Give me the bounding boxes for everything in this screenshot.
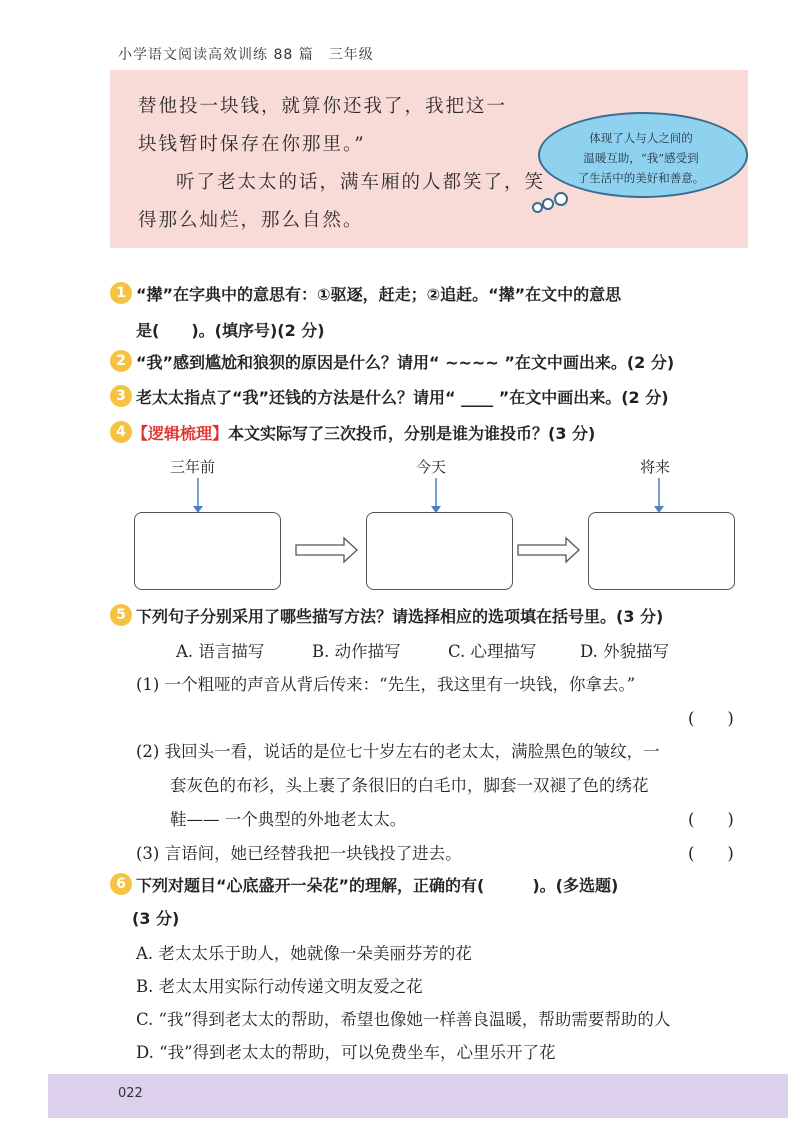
question-1-text: 是( )。(填序号)(2 分)	[136, 321, 325, 340]
passage-line: 听了老太太的话，满车厢的人都笑了，笑	[176, 172, 546, 193]
footer-band	[48, 1074, 788, 1118]
right-arrow-icon	[518, 538, 579, 562]
question-2-text: “我”感到尴尬和狼狈的原因是什么？请用“ ~~~~ ”在文中画出来。(2 分)	[136, 353, 675, 372]
answer-blank[interactable]: ( )	[688, 844, 734, 863]
option-a: A. 语言描写	[176, 642, 265, 661]
question-6-text: 下列对题目“心底盛开一朵花”的理解，正确的有( )。(多选题)	[136, 876, 619, 895]
logic-tag: 【逻辑梳理】	[132, 424, 229, 443]
page-header: 小学语文阅读高效训练 88 篇 三年级	[118, 47, 374, 63]
answer-box[interactable]	[588, 512, 735, 590]
annotation-line: 温暖互助，“我”感受到	[583, 151, 699, 165]
sentence-1: (1) 一个粗哑的声音从背后传来：“先生，我这里有一块钱，你拿去。”	[136, 675, 636, 694]
question-5-text: 下列句子分别采用了哪些描写方法？请选择相应的选项填在括号里。(3 分)	[136, 607, 664, 626]
question-number: 1	[110, 282, 132, 304]
question-3-text: 老太太指点了“我”还钱的方法是什么？请用“ ____ ”在文中画出来。(2 分)	[136, 388, 669, 407]
sentence-2: (2) 我回头一看，说话的是位七十岁左右的老太太，满脸黑色的皱纹，一	[136, 742, 660, 761]
question-4-body: 本文实际写了三次投币，分别是谁为谁投币？(3 分)	[228, 424, 596, 443]
question-number: 2	[110, 350, 132, 372]
sentence-2: 鞋—— 一个典型的外地老太太。	[170, 810, 407, 829]
question-number: 6	[110, 873, 132, 895]
choice-d: D. “我”得到老太太的帮助，可以免费坐车，心里乐开了花	[136, 1043, 556, 1062]
stage-label: 三年前	[170, 458, 216, 476]
option-d: D. 外貌描写	[580, 642, 670, 661]
stage-label: 将来	[640, 458, 671, 476]
option-b: B. 动作描写	[312, 642, 401, 661]
choice-c: C. “我”得到老太太的帮助，希望也像她一样善良温暖，帮助需要帮助的人	[136, 1010, 671, 1029]
annotation-line: 体现了人与人之间的	[589, 131, 693, 145]
answer-blank[interactable]: ( )	[688, 709, 734, 728]
passage-line: 替他投一块钱，就算你还我了，我把这一	[138, 96, 508, 117]
stage-label: 今天	[416, 458, 447, 476]
page-number: 022	[118, 1086, 143, 1101]
answer-blank[interactable]: ( )	[688, 810, 734, 829]
option-c: C. 心理描写	[448, 642, 537, 661]
question-number: 5	[110, 604, 132, 626]
sentence-3: (3) 言语间，她已经替我把一块钱投了进去。	[136, 844, 462, 863]
passage-line: 块钱暂时保存在你那里。”	[138, 134, 366, 155]
right-arrow-icon	[296, 538, 357, 562]
question-number: 3	[110, 385, 132, 407]
sentence-2: 套灰色的布衫，头上裹了条很旧的白毛巾，脚套一双褪了色的绣花	[170, 776, 649, 795]
answer-box[interactable]	[366, 512, 513, 590]
question-number: 4	[110, 421, 132, 443]
passage-line: 得那么灿烂，那么自然。	[138, 210, 364, 231]
choice-a: A. 老太太乐于助人，她就像一朵美丽芬芳的花	[136, 944, 472, 963]
question-1-text: “撵”在字典中的意思有：①驱逐，赶走；②追赶。“撵”在文中的意思	[136, 285, 622, 304]
choice-b: B. 老太太用实际行动传递文明友爱之花	[136, 977, 423, 996]
annotation-line: 了生活中的美好和善意。	[577, 171, 705, 185]
question-6-text: (3 分)	[132, 909, 180, 928]
answer-box[interactable]	[134, 512, 281, 590]
